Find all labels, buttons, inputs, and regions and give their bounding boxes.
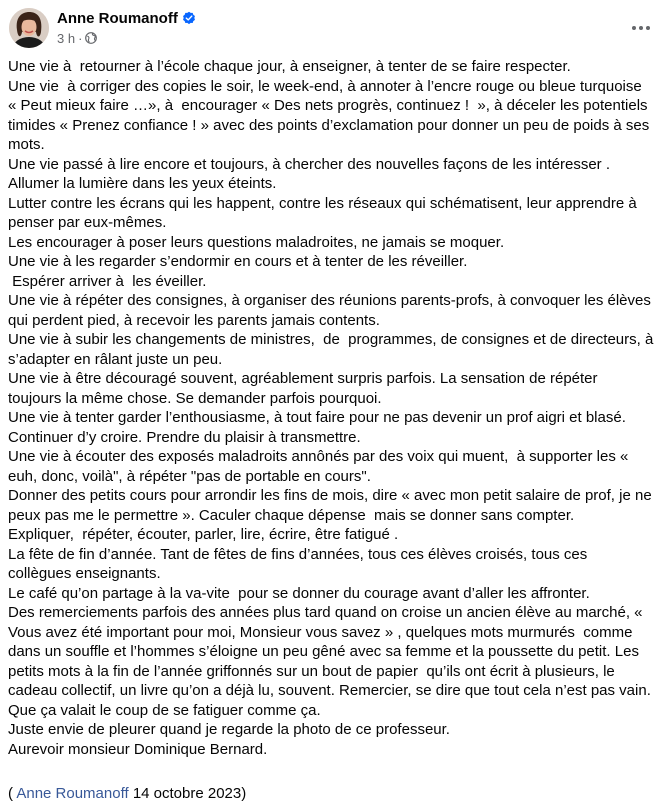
- globe-icon[interactable]: [85, 32, 97, 44]
- post-paragraph: Espérer arriver à les éveiller.: [8, 272, 207, 290]
- post-paragraph: Aurevoir monsieur Dominique Bernard.: [8, 740, 268, 758]
- post-paragraph: La fête de fin d’année. Tant de fêtes de fins d’années, tous ces élèves croisés, tous ces collègues enseignants.: [8, 545, 592, 582]
- post-paragraph: Juste envie de pleurer quand je regarde la photo de ce professeur.: [8, 721, 450, 738]
- author-mention-link[interactable]: Anne Roumanoff: [16, 785, 129, 802]
- post-body: [8, 57, 658, 759]
- post-paragraph: Une vie à les regarder s’endormir en cours et à tenter de les réveiller.: [8, 253, 468, 270]
- post-paragraph: Donner des petits cours pour arrondir les fins de mois, dire « avec mon petit salaire de prof, je ne peux pas me le permettre ». Caculer chaque dépense mais se donner sans compter.: [8, 487, 656, 524]
- post-paragraph: Une vie passé à lire encore et toujours, à chercher des nouvelles façons de les intéresser . Allumer la lumière dans les yeux éteints.: [8, 155, 614, 192]
- signature-open: (: [8, 785, 17, 802]
- avatar-image: [9, 8, 49, 48]
- post-paragraph: Lutter contre les écrans qui les happent, contre les réseaux qui schématisent, leur apprendre à penser par eux-mêmes.: [8, 194, 641, 231]
- author-name[interactable]: [57, 10, 196, 27]
- post-paragraph: Une vie à subir les changements de ministres, de programmes, de consignes et de directeurs, à s’adapter en râlant juste un peu.: [8, 331, 658, 368]
- post-paragraph: Le café qu’on partage à la va-vite pour se donner du courage avant d’aller les affronter.: [8, 584, 590, 602]
- post-paragraph: Une vie à répéter des consignes, à organiser des réunions parents-profs, à convoquer les élèves qui perdent pied, à recevoir les parents jamais contents.: [8, 292, 656, 329]
- post-paragraph: Une vie à corriger des copies le soir, le week-end, à annoter à l’encre rouge ou bleue turquoise « Peut mieux faire …», à encourager « Des nets progrès, continuez ! », à déceler les potentiels timides « Prenez confiance ! » avec des points d’exclamation pour donner un peu de poids à ses mots.: [8, 77, 654, 153]
- post-timestamp[interactable]: 3 h: [57, 31, 76, 46]
- post-paragraph: Expliquer, répéter, écouter, parler, lire, écrire, être fatigué .: [8, 526, 399, 543]
- post-paragraph: Les encourager à poser leurs questions maladroites, ne jamais se moquer.: [8, 233, 505, 251]
- meta-separator: ·: [78, 31, 83, 46]
- post-meta: [57, 31, 97, 46]
- signature-date: 14 octobre 2023): [128, 785, 247, 802]
- post-paragraph: Une vie à retourner à l’école chaque jour, à enseigner, à tenter de se faire respecter.: [8, 58, 571, 75]
- more-options-icon: [631, 25, 651, 31]
- post-paragraph: Une vie à tenter garder l’enthousiasme, à tout faire pour ne pas devenir un prof aigri et blasé. Continuer d’y croire. Prendre du plaisir à transmettre.: [8, 409, 631, 446]
- post-paragraph: Des remerciements parfois des années plus tard quand on croise un ancien élève au marché, « Vous avez été important pour moi, Monsieur vous savez » , quelques mots murmurés comme dans un souffle et l’hommes s’éloigne un peu gêné avec sa femme et la poussette du petit. Les petits mots à la fin de l’année griffonnés sur un bout de papier qu’ils ont écrit à plusieurs, le cadeau collectif, un livre qu’on a déjà lu, souvent. Remercier, se dire que tout cela n’est pas vain. Que ça valait le coup de se fatiguer comme ça.: [8, 604, 656, 719]
- more-options-button[interactable]: [629, 18, 653, 38]
- post-paragraph: Une vie à être découragé souvent, agréablement surpris parfois. La sensation de répéter toujours la même chose. Se demander parfois pourquoi.: [8, 370, 602, 407]
- author-name-text[interactable]: Anne Roumanoff: [57, 10, 178, 27]
- verified-badge-icon: [182, 11, 196, 25]
- avatar[interactable]: [9, 8, 49, 48]
- post-paragraph: Une vie à écouter des exposés maladroits annônés par des voix qui muent, à supporter les « euh, donc, voilà", à répéter "pas de portable en cours".: [8, 448, 633, 485]
- post-header: [9, 8, 655, 52]
- post-signature: [8, 784, 246, 804]
